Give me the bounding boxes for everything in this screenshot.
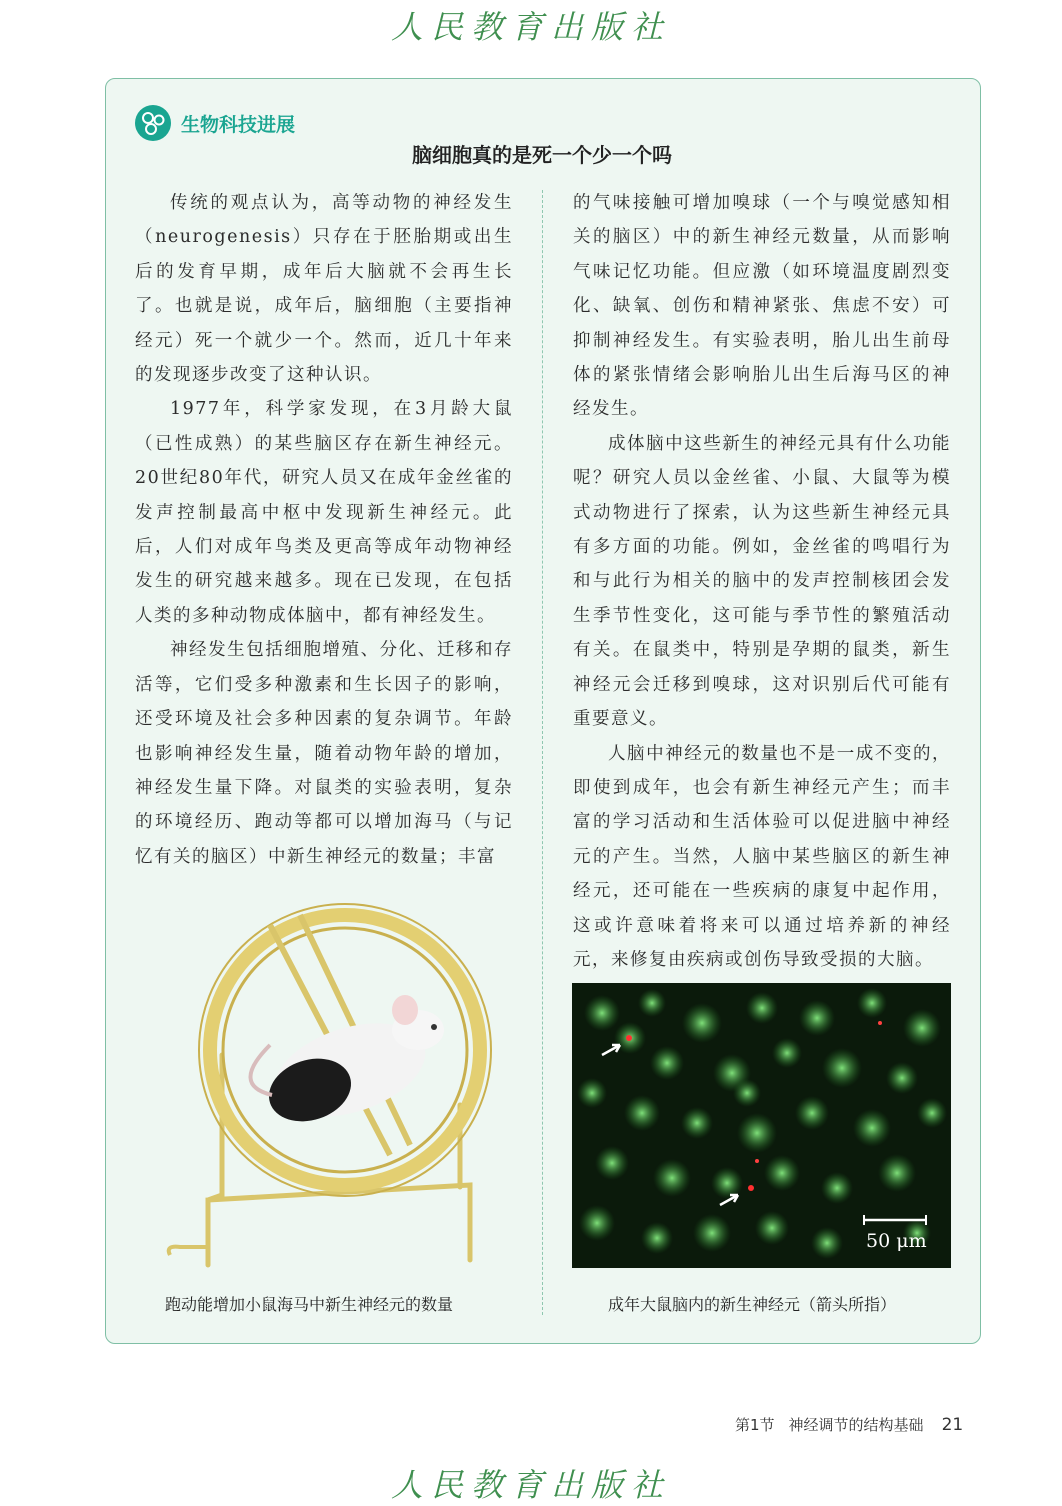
left-column <box>135 186 513 874</box>
paragraph: 人脑中神经元的数量也不是一成不变的，即使到成年，也会有新生神经元产生；而丰富的学习活动和生活体验可以促进脑中神经元的产生。当然，人脑中某些脑区的新生神经元，还可能在一些疾病的康复中起作用，这或许意味着将来可以通过培养新的神经元，来修复由疾病或创伤导致受损的大脑。 <box>573 743 951 970</box>
column-divider <box>542 190 543 1315</box>
wheel-caption: 跑动能增加小鼠海马中新生神经元的数量 <box>165 1295 454 1314</box>
article-title: 脑细胞真的是死一个少一个吗 <box>412 143 672 167</box>
paragraph: 传统的观点认为，高等动物的神经发生（neurogenesis）只存在于胚胎期或出生后的发育早期，成年后大脑就不会再生长了。也就是说，成年后，脑细胞（主要指神经元）死一个就少一个。然而，近几十年来的发现逐步改变了这种认识。 <box>135 193 513 386</box>
right-column <box>573 186 951 977</box>
publisher-header: 人民教育出版社 <box>390 8 671 46</box>
running-wheel-figure <box>160 895 500 1275</box>
cells-icon <box>135 105 171 141</box>
page-footer <box>735 1414 977 1435</box>
paragraph: 神经发生包括细胞增殖、分化、迁移和存活等，它们受多种激素和生长因子的影响，还受环境及社会多种因素的复杂调节。年龄也影响神经发生量，随着动物年龄的增加，神经发生量下降。对鼠类的实验表明，复杂的环境经历、跑动等都可以增加海马（与记忆有关的脑区）中新生神经元的数量；丰富 <box>135 640 513 867</box>
page-number: 21 <box>941 1415 964 1435</box>
scale-bar-label: 50 μm <box>866 1230 927 1252</box>
neuron-micrograph <box>572 983 951 1268</box>
paragraph: 1977年，科学家发现，在3月龄大鼠（已性成熟）的某些脑区存在新生神经元。20世纪80年代，研究人员又在成年金丝雀的发声控制最高中枢中发现新生神经元。此后，人们对成年鸟类及更高等成年动物神经发生的研究越来越多。现在已发现，在包括人类的多种动物成体脑中，都有神经发生。 <box>135 399 513 626</box>
publisher-footer: 人民教育出版社 <box>390 1466 671 1504</box>
micrograph-caption: 成年大鼠脑内的新生神经元（箭头所指） <box>608 1295 897 1314</box>
footer-section: 第1节 <box>735 1416 775 1434</box>
paragraph: 成体脑中这些新生的神经元具有什么功能呢？研究人员以金丝雀、小鼠、大鼠等为模式动物进行了探索，认为这些新生神经元具有多方面的功能。例如，金丝雀的鸣唱行为和与此行为相关的脑中的发声控制核团会发生季节性变化，这可能与季节性的繁殖活动有关。在鼠类中，特别是孕期的鼠类，新生神经元会迁移到嗅球，这对识别后代可能有重要意义。 <box>573 433 951 730</box>
paragraph: 的气味接触可增加嗅球（一个与嗅觉感知相关的脑区）中的新生神经元数量，从而影响气味记忆功能。但应激（如环境温度剧烈变化、缺氧、创伤和精神紧张、焦虑不安）可抑制神经发生。有实验表明，胎儿出生前母体的紧张情绪会影响胎儿出生后海马区的神经发生。 <box>573 193 951 420</box>
section-label: 生物科技进展 <box>181 114 296 136</box>
footer-chapter: 神经调节的结构基础 <box>788 1416 924 1434</box>
